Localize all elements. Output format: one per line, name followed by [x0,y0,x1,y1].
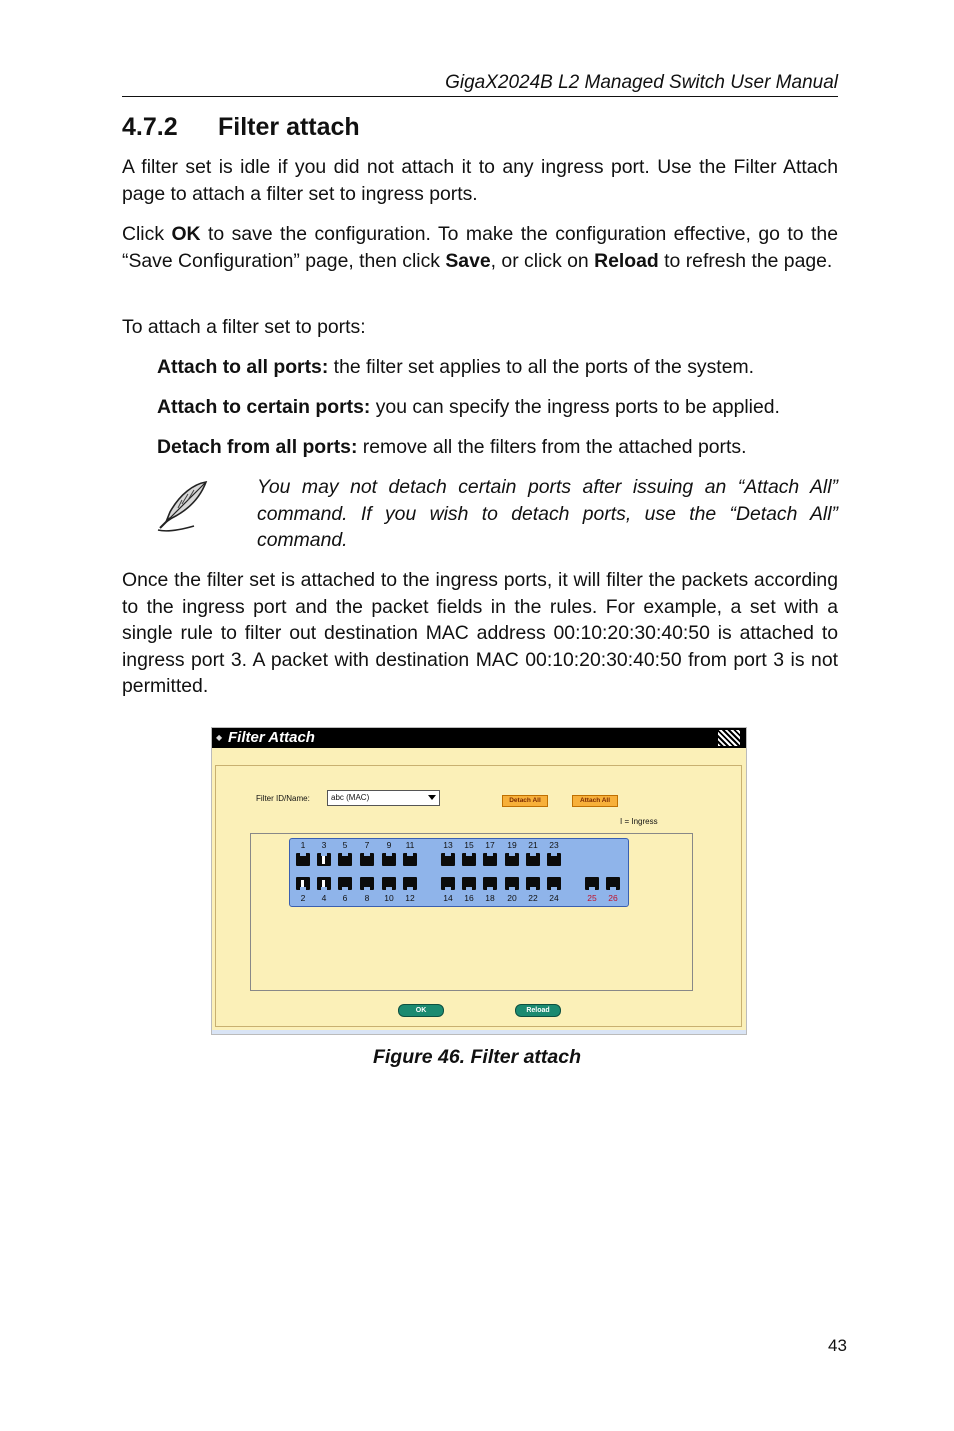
port-25[interactable] [585,877,599,890]
diamond-icon: ◆ [216,733,223,742]
text-run: to refresh the page. [658,249,833,272]
port-1[interactable] [296,853,310,866]
port-15[interactable] [462,853,476,866]
port-number-label: 5 [342,840,348,850]
item-desc: remove all the filters from the attached ports. [357,436,747,458]
reload-term: Reload [594,249,659,272]
port-number-label: 10 [384,893,394,903]
port-24[interactable] [547,877,561,890]
instructions-lead: To attach a filter set to ports: [122,316,366,338]
reload-button[interactable]: Reload [515,1004,561,1017]
port-19[interactable] [505,853,519,866]
port-number-label: 20 [507,893,517,903]
port-number-label: 18 [485,893,495,903]
section-title: Filter attach [218,113,360,141]
port-9[interactable] [382,853,396,866]
item-term: Attach to all ports: [157,356,329,378]
port-11[interactable] [403,853,417,866]
chevron-down-icon [428,795,436,800]
port-2[interactable] [296,877,310,890]
port-number-label: 6 [342,893,348,903]
page-number: 43 [828,1336,847,1355]
port-7[interactable] [360,853,374,866]
port-number-label: 11 [405,840,415,850]
port-number-label: 22 [528,893,538,903]
port-number-label: 17 [485,840,495,850]
port-number-label: 1 [300,840,306,850]
port-26[interactable] [606,877,620,890]
item-desc: you can specify the ingress ports to be applied. [370,396,780,418]
port-number-label: 4 [321,893,327,903]
port-number-label: 23 [549,840,559,850]
port-number-label: 9 [386,840,392,850]
section-number: 4.7.2 [122,113,178,141]
item-desc: the filter set applies to all the ports of the system. [328,356,755,378]
filter-id-select[interactable] [327,790,440,806]
header-rule [122,96,838,97]
port-number-label: 26 [608,893,618,903]
port-5[interactable] [338,853,352,866]
port-8[interactable] [360,877,374,890]
port-20[interactable] [505,877,519,890]
port-22[interactable] [526,877,540,890]
port-23[interactable] [547,853,561,866]
port-number-label: 8 [364,893,370,903]
port-14[interactable] [441,877,455,890]
port-18[interactable] [483,877,497,890]
attach-certain-item [157,394,847,420]
text-run: , or click on [490,249,595,272]
port-10[interactable] [382,877,396,890]
text-run: to save the configuration. To make the configuration effective, go to the “Save Configuration” page, then click [122,223,838,272]
attach-all-button[interactable]: Attach All [572,795,618,807]
port-number-label: 24 [549,893,559,903]
section-heading [122,113,360,142]
save-paragraph [122,221,838,274]
port-number-label: 3 [321,840,327,850]
filter-id-value: abc (MAC) [331,793,370,802]
port-number-label: 25 [587,893,597,903]
port-number-label: 13 [443,840,453,850]
note-text: You may not detach certain ports after issuing an “Attach All” command. If you wish to detach ports, use the “Detach All” command. [257,476,838,551]
port-12[interactable] [403,877,417,890]
figure-caption: Figure 46. Filter attach [372,1046,582,1068]
ui-title: Filter Attach [228,729,315,746]
feather-pen-icon [154,478,212,536]
port-number-label: 21 [528,840,538,850]
text-run: Click [122,223,172,245]
port-number-label: 14 [443,893,453,903]
port-4[interactable] [317,877,331,890]
ui-bottom-strip [212,1030,746,1034]
port-number-label: 19 [507,840,517,850]
port-number-label: 12 [405,893,415,903]
ok-button[interactable]: OK [398,1004,444,1017]
port-number-label: 16 [464,893,474,903]
detach-all-item [157,434,847,460]
intro-paragraph: A filter set is idle if you did not attach it to any ingress port. Use the Filter Attach page to attach a filter set to ingress ports. [122,156,838,205]
filter-id-label: Filter ID/Name: [256,794,310,803]
detach-all-button[interactable]: Detach All [502,795,548,807]
port-21[interactable] [526,853,540,866]
filter-attach-screenshot [211,727,747,1035]
port-16[interactable] [462,877,476,890]
save-term: Save [445,249,491,272]
item-term: Detach from all ports: [157,436,358,458]
port-13[interactable] [441,853,455,866]
running-header: GigaX2024B L2 Managed Switch User Manual [445,72,838,93]
port-17[interactable] [483,853,497,866]
logo-icon [718,730,740,746]
port-6[interactable] [338,877,352,890]
port-number-label: 7 [364,840,370,850]
ingress-legend: I = Ingress [620,817,658,826]
item-term: Attach to certain ports: [157,396,371,418]
attach-all-item [157,354,847,380]
port-number-label: 15 [464,840,474,850]
ui-titlebar [212,728,746,748]
port-3[interactable] [317,853,331,866]
ok-term: OK [171,223,201,245]
example-paragraph: Once the filter set is attached to the ingress ports, it will filter the packets according to the ingress port and the packet fields in the rules. For example, a set with a single rule to filter out destination MAC address 00:10:20:30:40:50 is attached to ingress port 3. A packet with destination MAC 00:10:20:30:40:50 from port 3 is not permitted. [122,569,838,697]
port-number-label: 2 [300,893,306,903]
